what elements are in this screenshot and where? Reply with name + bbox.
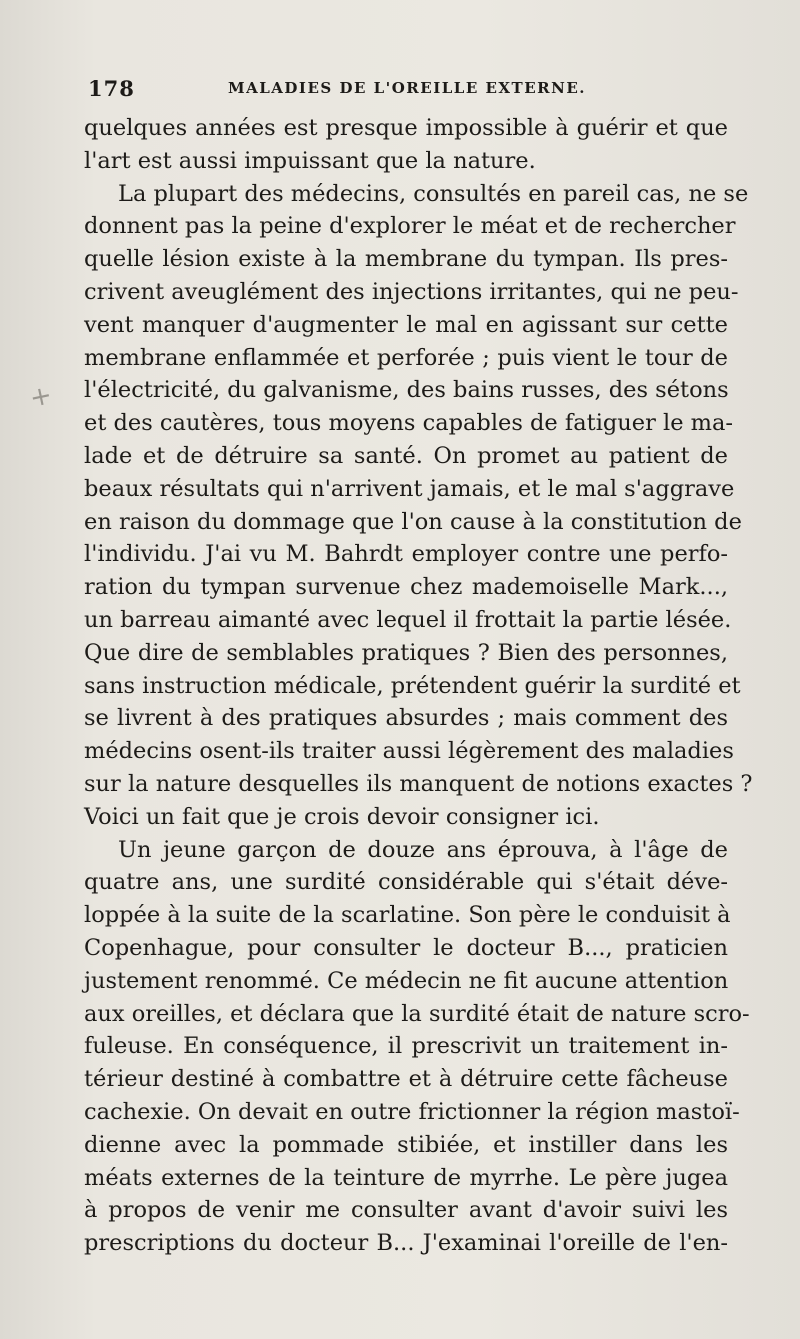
text-line: lade et de détruire sa santé. On promet au patient de [84,442,728,469]
text-line: un barreau aimanté avec lequel il frottait la partie lésée. [84,606,732,633]
text-line: Voici un fait que je crois devoir consigner ici. [84,803,600,830]
running-head: MALADIES DE L'OREILLE EXTERNE. [228,79,586,97]
text-line: se livrent à des pratiques absurdes ; mais comment des [84,705,728,732]
text-line: prescriptions du docteur B... J'examinai l'oreille de l'en- [84,1230,728,1257]
text-line: térieur destiné à combattre et à détruire cette fâcheuse [84,1066,728,1093]
handwritten-margin-mark: + [27,380,55,414]
text-line: sur la nature desquelles ils manquent de notions exactes ? [84,770,753,797]
text-line: fuleuse. En conséquence, il prescrivit un traitement in- [84,1033,728,1060]
text-line: l'art est aussi impuissant que la nature. [84,147,536,174]
text-line: cachexie. On devait en outre frictionner la région mastoï- [84,1098,740,1125]
page-header [88,76,728,102]
text-line: quelques années est presque impossible à guérir et que [84,115,728,141]
text-line: Copenhague, pour consulter le docteur B..., praticien [84,934,728,961]
text-line: membrane enflammée et perforée ; puis vient le tour de [84,344,728,371]
text-line: ration du tympan survenue chez mademoiselle Mark..., [84,574,728,601]
text-line: quelle lésion existe à la membrane du tympan. Ils pres- [84,246,728,273]
text-line: beaux résultats qui n'arrivent jamais, et le mal s'aggrave [84,475,735,502]
text-line: à propos de venir me consulter avant d'avoir suivi les [84,1197,728,1224]
text-line: La plupart des médecins, consultés en pareil cas, ne se [118,180,749,207]
text-line: dienne avec la pommade stibiée, et instiller dans les [84,1131,728,1158]
text-line: vent manquer d'augmenter le mal en agissant sur cette [84,311,728,338]
text-line: l'individu. J'ai vu M. Bahrdt employer contre une perfo- [84,541,728,568]
text-line: loppée à la suite de la scarlatine. Son père le conduisit à [84,902,731,929]
text-line: justement renommé. Ce médecin ne fit aucune attention [84,967,729,994]
text-line: Un jeune garçon de douze ans éprouva, à l'âge de [118,836,728,863]
text-line: et des cautères, tous moyens capables de fatiguer le ma- [84,410,734,437]
text-line: crivent aveuglément des injections irritantes, qui ne peu- [84,278,739,305]
text-line: médecins osent-ils traiter aussi légèrement des maladies [84,738,734,765]
text-line: Que dire de semblables pratiques ? Bien des personnes, [84,639,728,666]
text-line: quatre ans, une surdité considérable qui s'était déve- [84,869,728,896]
text-line: donnent pas la peine d'explorer le méat et de rechercher [84,213,736,240]
page-number: 178 [88,76,135,101]
body-text [84,112,753,1260]
text-line: l'électricité, du galvanisme, des bains russes, des sétons [84,377,729,404]
text-line: méats externes de la teinture de myrrhe. Le père jugea [84,1164,728,1191]
text-line: en raison du dommage que l'on cause à la constitution de [84,508,742,535]
text-line: sans instruction médicale, prétendent guérir la surdité et [84,672,741,699]
text-line: aux oreilles, et déclara que la surdité était de nature scro- [84,1000,750,1027]
